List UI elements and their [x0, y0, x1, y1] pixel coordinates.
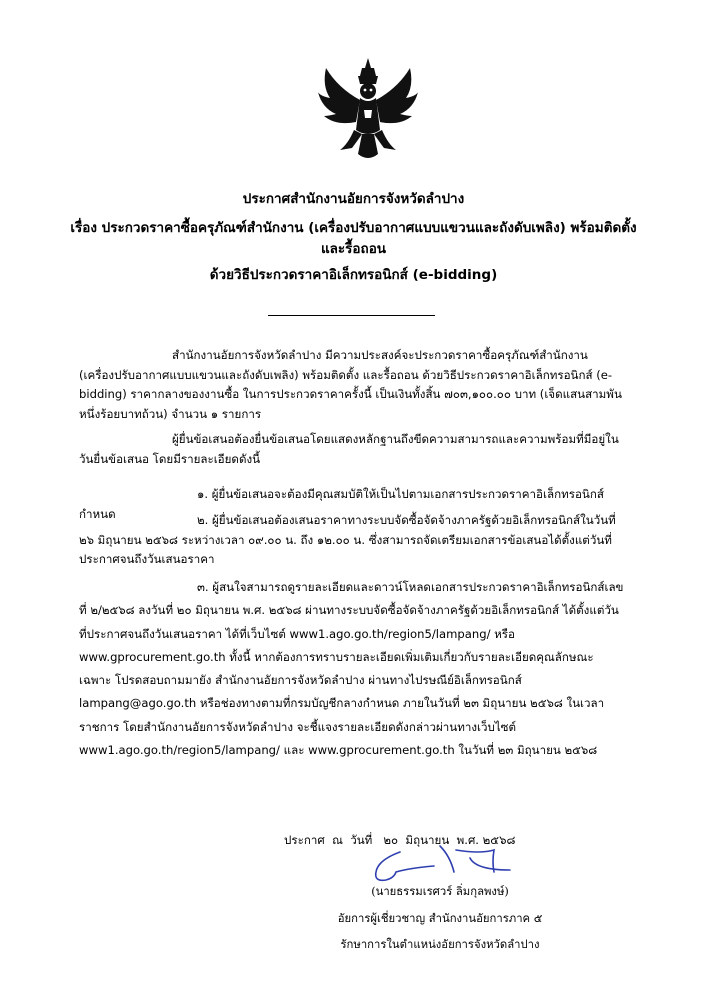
announcement-heading: ประกาศสำนักงานอัยการจังหวัดลำปาง: [242, 191, 465, 207]
requirements-paragraph: ผู้ยื่นข้อเสนอต้องยื่นข้อเสนอโดยแสดงหลักฐานถึงขีดความสามารถและความพร้อมที่มีอยู่ในวันยื่นข้อเสนอ โดยมีรายละเอียดดังนี้: [79, 432, 619, 466]
method-heading: ด้วยวิธีประกวดราคาอิเล็กทรอนิกส์ (e-bidding): [209, 267, 498, 283]
garuda-emblem-icon: [318, 58, 418, 162]
requirement-item-3: ๓. ผู้สนใจสามารถดูรายละเอียดและดาวน์โหลดเอกสารประกวดราคาอิเล็กทรอนิกส์เลขที่ ๒/๒๕๖๘ ลงวันที่ ๒๐ มิถุนายน พ.ศ. ๒๕๖๘ ผ่านทางระบบจัดซื้อจัดจ้างภาครัฐด้วยอิเล็กทรอนิกส์ ได้ตั้งแต่วันที่ประกาศจนถึงวันเสนอราคา ได้ที่เว็บไซต์ www1.ago.go.th/region5/lampang/ หรือ www.gprocurement.go.th ทั้งนี้ หากต้องการทราบรายละเอียดเพิ่มเติมเกี่ยวกับรายละเอียดคุณลักษณะเฉพาะ โปรดสอบถามมายัง สำนักงานอัยการจังหวัดลำปาง ผ่านทางไปรษณีย์อิเล็กทรอนิกส์ lampang@ago.go.th หรือช่องทางตามที่กรมบัญชีกลางกำหนด ภายในวันที่ ๒๓ มิถุนายน ๒๕๖๘ ในเวลาราชการ โดยสำนักงานอัยการจังหวัดลำปาง จะชี้แจงรายละเอียดดังกล่าวผ่านทางเว็บไซต์ www1.ago.go.th/region5/lampang/ และ www.gprocurement.go.th ในวันที่ ๒๓ มิถุนายน ๒๕๖๘: [79, 580, 624, 758]
heading-underline: [268, 315, 435, 316]
requirement-item-1: ๑. ผู้ยื่นข้อเสนอจะต้องมีคุณสมบัติให้เป็นไปตามเอกสารประกวดราคาอิเล็กทรอนิกส์กำหนด: [79, 487, 604, 521]
intro-paragraph: สำนักงานอัยการจังหวัดลำปาง มีความประสงค์จะประกวดราคาซื้อครุภัณฑ์สำนักงาน (เครื่องปรับอากาศแบบแขวนและถังดับเพลิง) พร้อมติดตั้ง และรื้อถอน ด้วยวิธีประกวดราคาอิเล็กทรอนิกส์ (e-bidding) ราคากลางของงานซื้อ ในการประกวดราคาครั้งนี้ เป็นเงินทั้งสิ้น ๗๐๓,๑๐๐.๐๐ บาท (เจ็ดแสนสามพันหนึ่งร้อยบาทถ้วน) จำนวน ๑ รายการ: [79, 348, 622, 421]
subject-heading: เรื่อง ประกวดราคาซื้อครุภัณฑ์สำนักงาน (เครื่องปรับอากาศแบบแขวนและถังดับเพลิง) พร้อมติดตั้ง และรื้อถอน: [70, 220, 637, 257]
announcement-date: ประกาศ ณ วันที่ ๒๐ มิถุนายน พ.ศ. ๒๕๖๘: [284, 833, 516, 847]
signer-name: (นายธรรมเรศวร์ ลิ่มกุลพงษ์): [371, 885, 509, 898]
signer-position: อัยการผู้เชี่ยวชาญ สำนักงานอัยการภาค ๕: [337, 912, 543, 925]
signer-acting-position: รักษาการในตำแหน่งอัยการจังหวัดลำปาง: [340, 938, 540, 951]
requirement-item-2: ๒. ผู้ยื่นข้อเสนอต้องเสนอราคาทางระบบจัดซื้อจัดจ้างภาครัฐด้วยอิเล็กทรอนิกส์ในวันที่ ๒๖ มิถุนายน ๒๕๖๘ ระหว่างเวลา ๐๙.๐๐ น. ถึง ๑๒.๐๐ น. ซึ่งสามารถจัดเตรียมเอกสารข้อเสนอได้ตั้งแต่วันที่ประกาศจนถึงวันเสนอราคา: [79, 513, 616, 567]
